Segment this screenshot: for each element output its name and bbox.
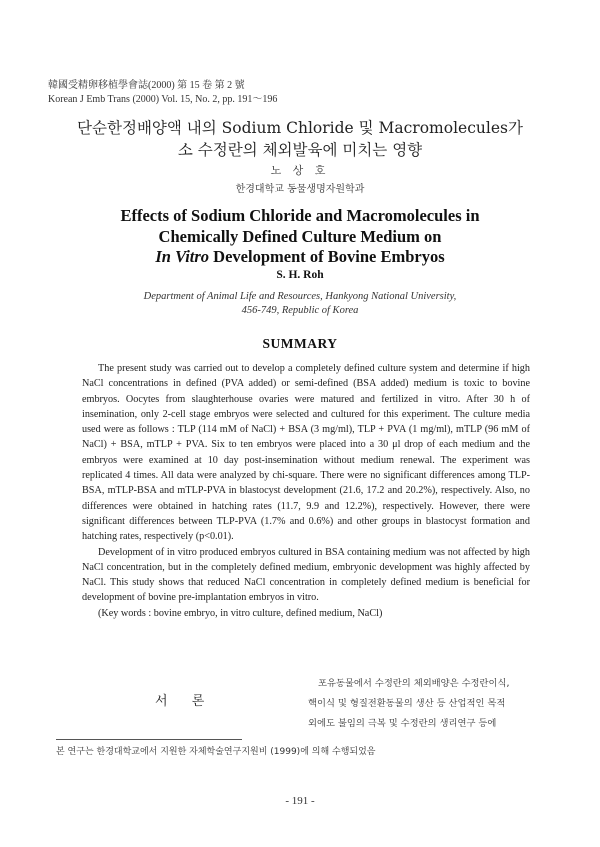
journal-citation-korean: 韓國受精卵移植學會誌(2000) 第 15 卷 第 2 號: [48, 80, 245, 91]
summary-paragraph-2: Development of in vitro produced embryos cultured in BSA containing medium was not affected by high NaCl concentration, but in the completely defined medium, embryonic development was highly affected by NaCl. This study shows that reduced NaCl concentration in completely defined medium is beneficial for development of bovine pre-implantation embryos in vitro.: [82, 546, 530, 604]
english-title: [0, 206, 600, 268]
introduction-line-1: 포유동물에서 수정란의 체외배양은 수정란이식,: [318, 678, 510, 689]
korean-affiliation: 한경대학교 동물생명자원학과: [235, 184, 365, 195]
english-affiliation-line-2: 456-749, Republic of Korea: [241, 305, 359, 316]
keywords: (Key words : bovine embryo, in vitro culture, defined medium, NaCl): [98, 607, 383, 619]
footnote-divider: [56, 739, 242, 740]
english-title-line-3: [0, 247, 600, 268]
summary-body: [82, 361, 530, 621]
introduction-line-3: 외에도 불임의 극복 및 수정란의 생리연구 등에: [308, 718, 497, 729]
korean-title-line-2: 소 수정란의 체외발육에 미치는 영향: [177, 141, 423, 159]
funding-footnote: 본 연구는 한경대학교에서 지원한 자체학술연구지원비 (1999)에 의해 수행되었음: [56, 747, 376, 757]
introduction-line-2: 핵이식 및 형질전환동물의 생산 등 산업적인 목적: [308, 698, 506, 709]
korean-author: 노 상 호: [270, 164, 330, 177]
english-title-line-2: Chemically Defined Culture Medium on: [158, 226, 442, 246]
korean-title-line-1: 단순한정배양액 내의 Sodium Chloride 및 Macromolecules가: [77, 119, 523, 137]
korean-title: [0, 117, 600, 161]
english-author: S. H. Roh: [276, 269, 324, 281]
summary-heading: SUMMARY: [262, 336, 338, 351]
journal-citation: [48, 79, 277, 107]
journal-citation-english: Korean J Emb Trans (2000) Vol. 15, No. 2, pp. 191～196: [48, 94, 278, 105]
introduction-text: [308, 674, 540, 734]
english-affiliation-line-1: Department of Animal Life and Resources, Hankyong National University,: [143, 291, 457, 302]
introduction-heading: 서 론: [155, 694, 215, 709]
english-title-line-1: Effects of Sodium Chloride and Macromolecules in: [120, 206, 480, 225]
summary-paragraph-1: The present study was carried out to develop a completely defined culture system and determine if high NaCl concentrations in defined (PVA added) or semi-defined (BSA added) medium is toxic to bovine embryos. Oocytes from slaughterhouse ovaries were matured and fertilized in vitro. After 30 h of insemination, only 2-cell stage embryos were selected and cultured for this experiment. The culture media used were as follows : TLP (114 mM of NaCl) + BSA (3 mg/ml), TLP + PVA (1 mg/ml), mTLP (96 mM of NaCl) + BSA, mTLP + PVA. Six to ten embryos were placed into a 30 μl drop of each medium and the embryos were examined at 10 day post-insemination without medium renewal. The experiment was replicated 4 times. All data were analyzed by chi-square. There were no significant differences among TLP-BSA, mTLP-BSA and mTLP-PVA in blastocyst development (21.6, 17.2 and 20.2%), respectively. Also, no differences were obtained in hatching rates (11.7, 9.9 and 12.2%), respectively. However, there were significant differences between TLP-PVA (1.7% and 0.6%) and other groups in blastocyst formation and hatching rates, respectively (p<0.01).: [82, 363, 530, 543]
english-affiliation: [0, 290, 600, 318]
in-vitro-italic: In Vitro: [155, 247, 210, 266]
page-number: - 191 -: [285, 795, 315, 807]
english-title-line-3-rest: Development of Bovine Embryos: [209, 247, 445, 266]
